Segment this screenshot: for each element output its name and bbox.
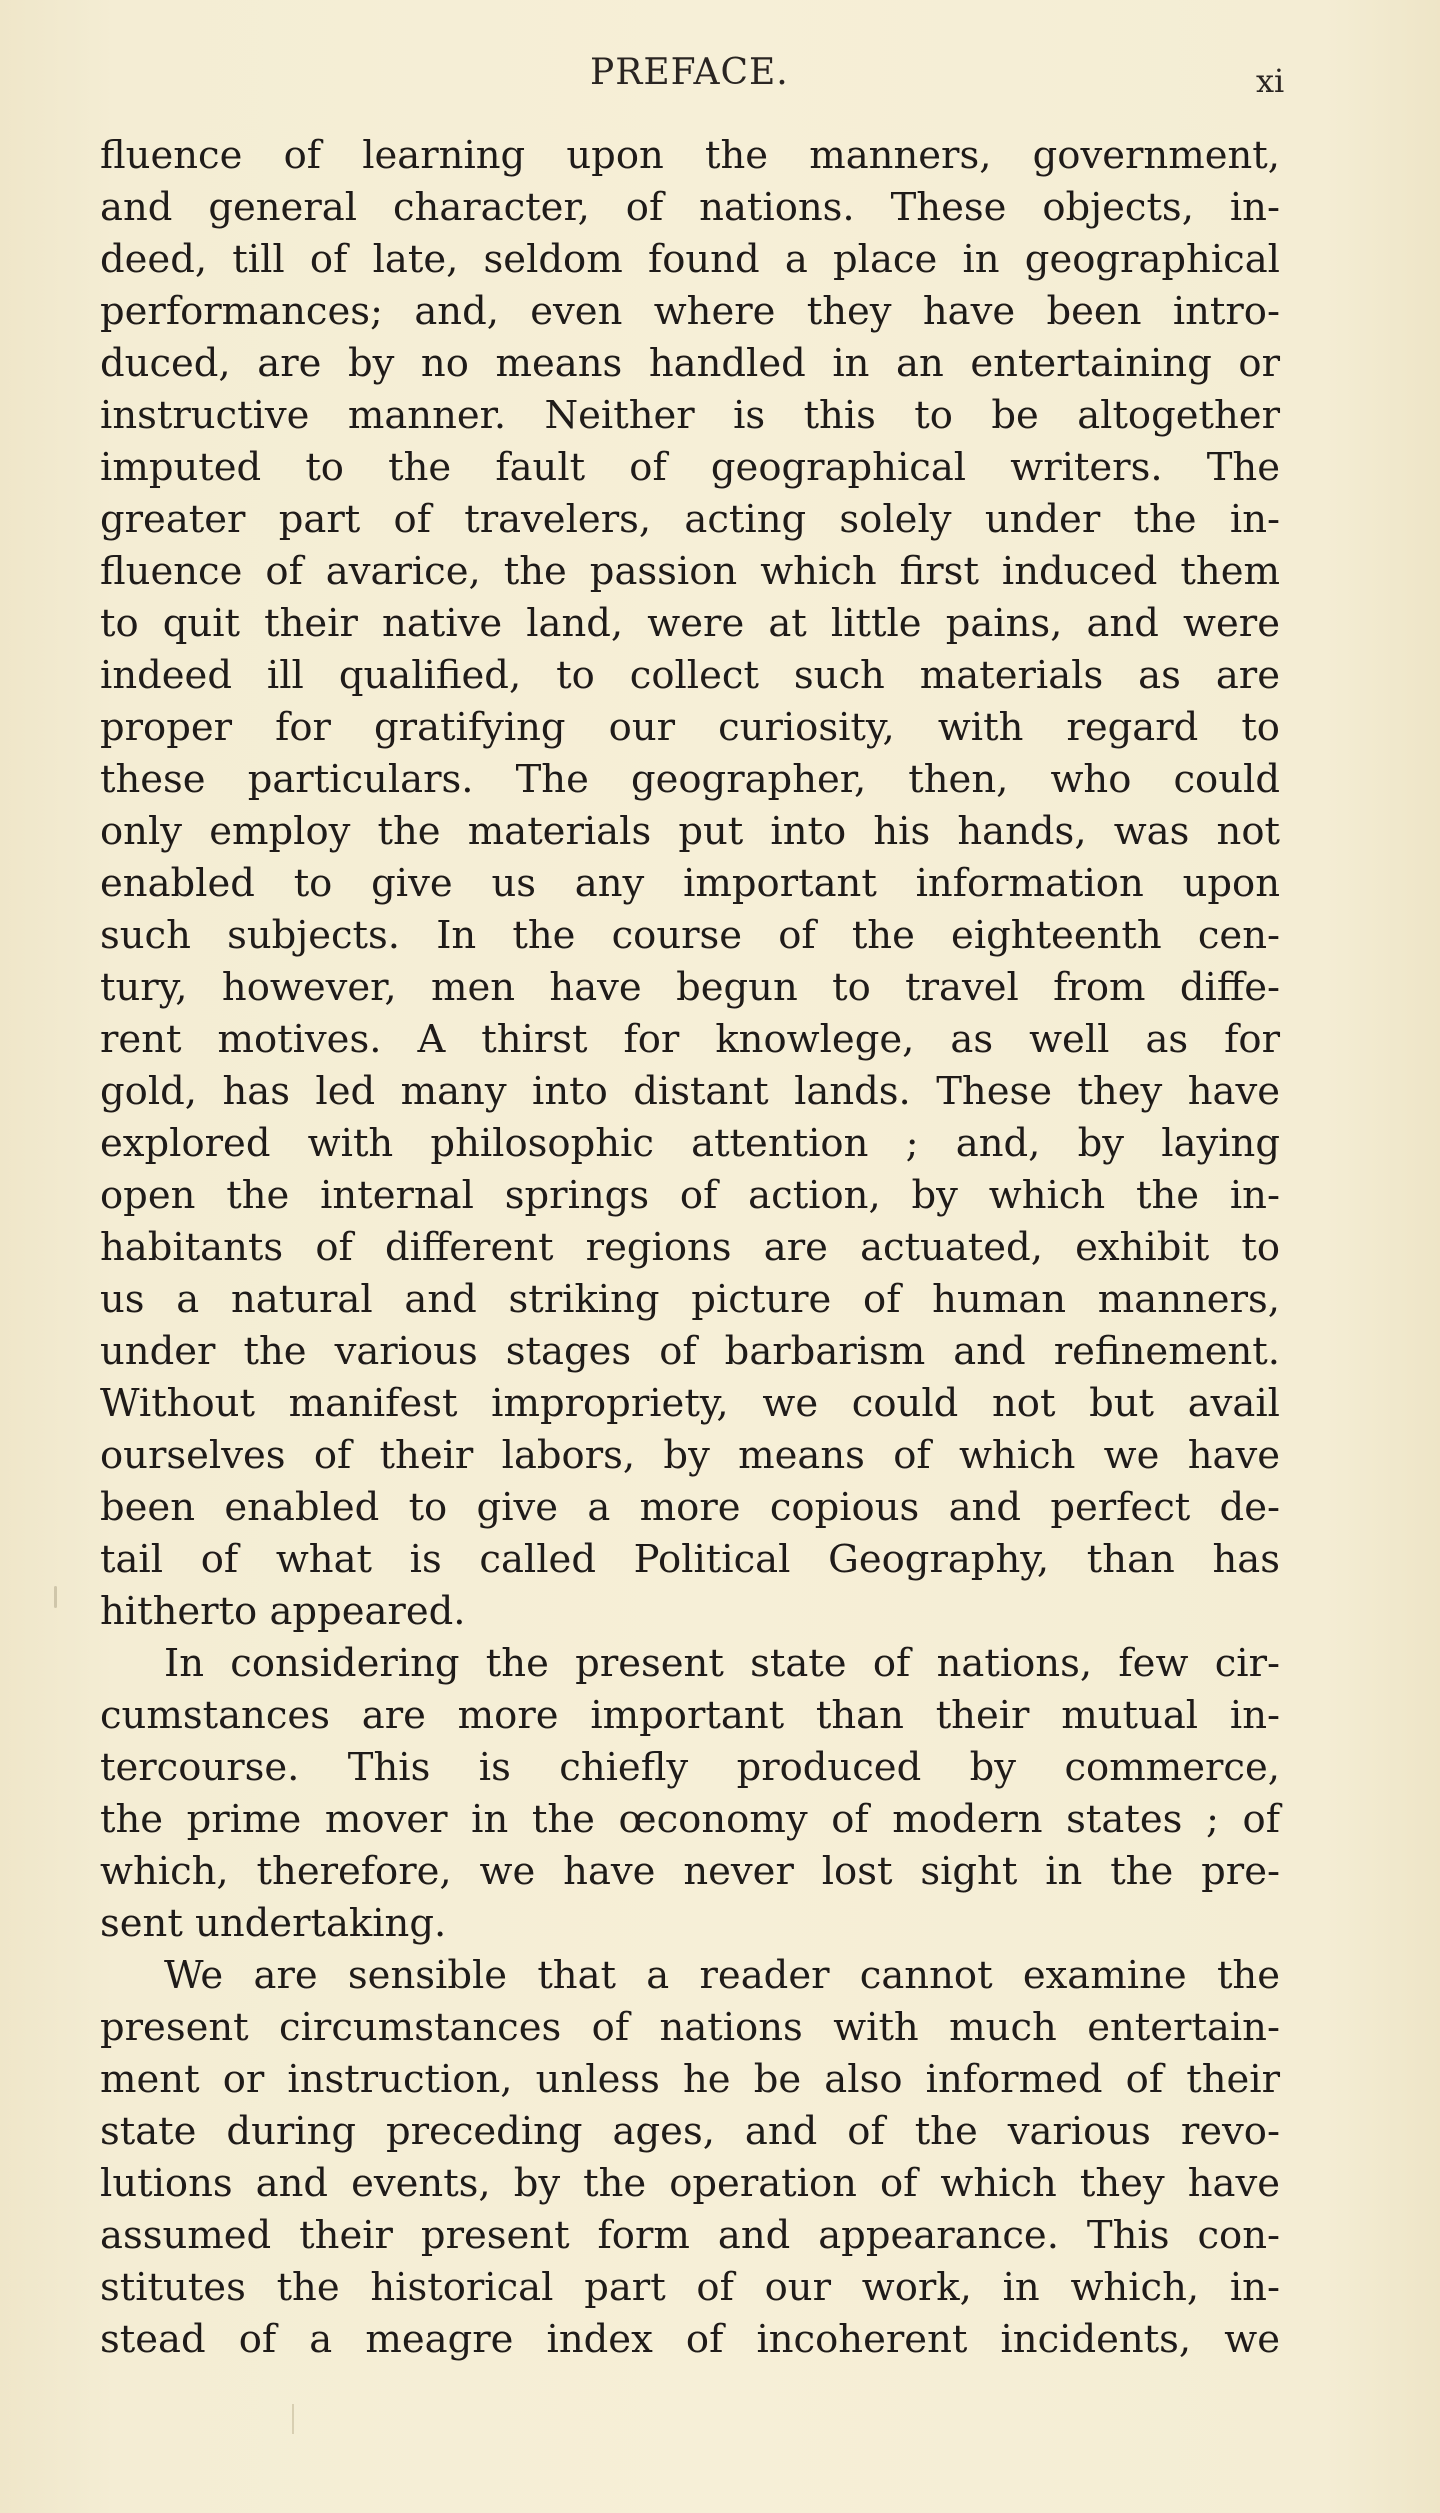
text-line: cumstances are more important than their mutual in- [100, 1693, 1280, 1738]
text-line: tury, however, men have begun to travel from diffe- [100, 965, 1280, 1010]
running-title: PREFACE. [590, 52, 789, 93]
text-line: greater part of travelers, acting solely under the in- [100, 497, 1280, 542]
text-line: stitutes the historical part of our work, in which, in- [100, 2265, 1280, 2310]
text-line: lutions and events, by the operation of which they have [100, 2161, 1280, 2206]
text-line: hitherto appeared. [100, 1589, 466, 1634]
text-line: under the various stages of barbarism and refinement. [100, 1329, 1280, 1374]
text-line: duced, are by no means handled in an entertaining or [100, 341, 1280, 386]
text-line: and general character, of nations. These objects, in- [100, 185, 1280, 230]
text-line: which, therefore, we have never lost sight in the pre- [100, 1849, 1280, 1894]
text-line: us a natural and striking picture of human manners, [100, 1277, 1280, 1322]
text-line: indeed ill qualified, to collect such materials as are [100, 653, 1280, 698]
text-line: deed, till of late, seldom found a place in geographical [100, 237, 1280, 282]
text-line: rent motives. A thirst for knowlege, as well as for [100, 1017, 1280, 1062]
text-line: imputed to the fault of geographical writers. The [100, 445, 1280, 490]
text-line: habitants of different regions are actuated, exhibit to [100, 1225, 1280, 1270]
text-line: to quit their native land, were at little pains, and were [100, 601, 1280, 646]
text-line: been enabled to give a more copious and perfect de- [100, 1485, 1280, 1530]
text-line: stead of a meagre index of incoherent incidents, we [100, 2317, 1280, 2362]
text-line: assumed their present form and appearance. This con- [100, 2213, 1280, 2258]
text-line: open the internal springs of action, by which the in- [100, 1173, 1280, 1218]
text-line: fluence of learning upon the manners, government, [100, 133, 1280, 178]
text-line: enabled to give us any important information upon [100, 861, 1280, 906]
text-line: explored with philosophic attention ; and, by laying [100, 1121, 1280, 1166]
text-line: ment or instruction, unless he be also informed of their [100, 2057, 1280, 2102]
text-line: gold, has led many into distant lands. These they have [100, 1069, 1280, 1114]
page-number: xi [1256, 62, 1285, 100]
text-line: the prime mover in the œconomy of modern states ; of [100, 1797, 1280, 1842]
text-line: only employ the materials put into his hands, was not [100, 809, 1280, 854]
text-line: present circumstances of nations with much entertain- [100, 2005, 1280, 2050]
text-line: state during preceding ages, and of the various revo- [100, 2109, 1280, 2154]
text-line: tercourse. This is chiefly produced by commerce, [100, 1745, 1280, 1790]
paper-mark [292, 2404, 294, 2434]
text-line: these particulars. The geographer, then, who could [100, 757, 1280, 802]
paragraph-start-line: In considering the present state of nations, few cir- [164, 1641, 1280, 1686]
text-line: proper for gratifying our curiosity, with regard to [100, 705, 1280, 750]
text-line: such subjects. In the course of the eighteenth cen- [100, 913, 1280, 958]
margin-smudge [54, 1586, 57, 1608]
text-line: sent undertaking. [100, 1901, 447, 1946]
text-line: fluence of avarice, the passion which first induced them [100, 549, 1280, 594]
body-text [100, 130, 1280, 2366]
text-line: ourselves of their labors, by means of which we have [100, 1433, 1280, 1478]
text-line: Without manifest impropriety, we could not but avail [100, 1381, 1280, 1426]
text-line: instructive manner. Neither is this to be altogether [100, 393, 1280, 438]
paragraph-start-line: We are sensible that a reader cannot examine the [164, 1953, 1280, 1998]
running-head [0, 52, 1440, 112]
text-line: tail of what is called Political Geography, than has [100, 1537, 1280, 1582]
text-line: performances; and, even where they have been intro- [100, 289, 1280, 334]
